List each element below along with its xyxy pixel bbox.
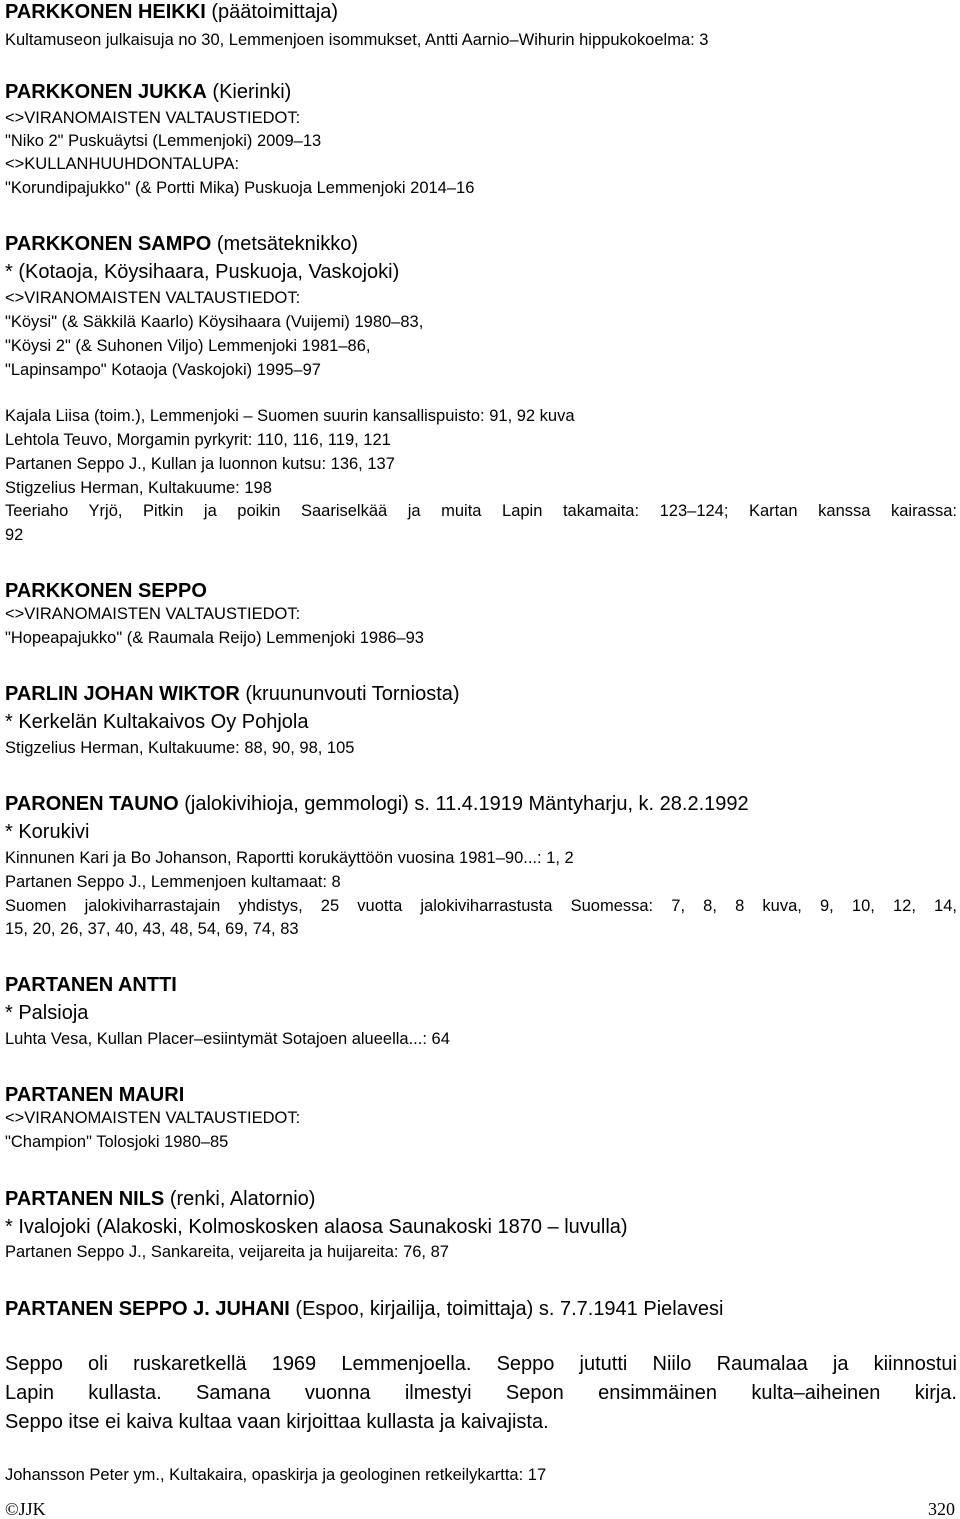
entry-line: <>VIRANOMAISTEN VALTAUSTIEDOT:	[5, 605, 301, 623]
entry-line: * Ivalojoki (Alakoski, Kolmoskosken alaosa Saunakoski 1870 – luvulla)	[5, 1216, 628, 1238]
entry-line: "Lapinsampo" Kotaoja (Vaskojoki) 1995–97	[5, 361, 321, 379]
entry-heading: PARKKONEN JUKKA (Kierinki)	[5, 81, 292, 103]
entry-heading: PARKKONEN HEIKKI (päätoimittaja)	[5, 1, 339, 23]
entry-heading: PARONEN TAUNO (jalokivihioja, gemmologi) s. 11.4.1919 Mäntyharju, k. 28.2.1992	[5, 793, 749, 815]
bio-paragraph-line: Seppo oli ruskaretkellä 1969 Lemmenjoella. Seppo jututti Niilo Raumalaa ja kiinnostui	[5, 1353, 957, 1375]
entry-line: Kultamuseon julkaisuja no 30, Lemmenjoen isommukset, Antti Aarnio–Wihurin hippukokoelma: 3	[5, 31, 709, 49]
page-number: 320	[928, 1499, 955, 1519]
entry-line: * Korukivi	[5, 821, 90, 843]
reference-line: Kinnunen Kari ja Bo Johanson, Raportti korukäyttöön vuosina 1981–90...: 1, 2	[5, 849, 574, 867]
reference-line: Johansson Peter ym., Kultakaira, opaskirja ja geologinen retkeilykartta: 17	[5, 1466, 547, 1484]
entry-heading: PARKKONEN SEPPO	[5, 580, 207, 602]
entry-heading: PARLIN JOHAN WIKTOR (kruununvouti Torniosta)	[5, 683, 460, 705]
reference-line: Kajala Liisa (toim.), Lemmenjoki – Suomen suurin kansallispuisto: 91, 92 kuva	[5, 407, 575, 425]
entry-line: "Champion" Tolosjoki 1980–85	[5, 1133, 229, 1151]
entry-heading: PARKKONEN SAMPO (metsäteknikko)	[5, 233, 359, 255]
bio-paragraph-line: Lapin kullasta. Samana vuonna ilmestyi Sepon ensimmäinen kulta–aiheinen kirja.	[5, 1382, 957, 1404]
bio-paragraph-line: Seppo itse ei kaiva kultaa vaan kirjoittaa kullasta ja kaivajista.	[5, 1411, 549, 1433]
entry-heading: PARTANEN ANTTI	[5, 974, 177, 996]
reference-line: 15, 20, 26, 37, 40, 43, 48, 54, 69, 74, 83	[5, 920, 299, 938]
reference-line: Suomen jalokiviharrastajain yhdistys, 25 vuotta jalokiviharrastusta Suomessa: 7, 8, 8 kuva, 9, 10, 12, 14,	[5, 897, 957, 915]
entry-line: "Köysi 2" (& Suhonen Viljo) Lemmenjoki 1981–86,	[5, 337, 371, 355]
reference-line: Teeriaho Yrjö, Pitkin ja poikin Saariselkää ja muita Lapin takamaita: 123–124; Kartan kanssa kairassa:	[5, 502, 957, 520]
reference-line: 92	[5, 526, 24, 544]
reference-line: Partanen Seppo J., Sankareita, veijareita ja huijareita: 76, 87	[5, 1243, 449, 1261]
entry-line: <>VIRANOMAISTEN VALTAUSTIEDOT:	[5, 289, 301, 307]
entry-heading: PARTANEN NILS (renki, Alatornio)	[5, 1188, 316, 1210]
reference-line: Partanen Seppo J., Lemmenjoen kultamaat: 8	[5, 873, 341, 891]
entry-line: "Korundipajukko" (& Portti Mika) Puskuoja Lemmenjoki 2014–16	[5, 179, 475, 197]
entry-line: * Kerkelän Kultakaivos Oy Pohjola	[5, 711, 309, 733]
entry-line: <>VIRANOMAISTEN VALTAUSTIEDOT:	[5, 1109, 301, 1127]
copyright-footer: ©JJK	[5, 1499, 46, 1519]
entry-line: <>VIRANOMAISTEN VALTAUSTIEDOT:	[5, 109, 301, 127]
reference-line: Stigzelius Herman, Kultakuume: 88, 90, 98, 105	[5, 739, 355, 757]
entry-line: * Palsioja	[5, 1002, 89, 1024]
entry-line: * (Kotaoja, Köysihaara, Puskuoja, Vaskojoki)	[5, 261, 400, 283]
entry-heading: PARTANEN SEPPO J. JUHANI (Espoo, kirjailija, toimittaja) s. 7.7.1941 Pielavesi	[5, 1298, 724, 1320]
reference-line: Stigzelius Herman, Kultakuume: 198	[5, 479, 272, 497]
entry-line: <>KULLANHUUHDONTALUPA:	[5, 155, 240, 173]
reference-line: Lehtola Teuvo, Morgamin pyrkyrit: 110, 116, 119, 121	[5, 431, 391, 449]
reference-line: Luhta Vesa, Kullan Placer–esiintymät Sotajoen alueella...: 64	[5, 1030, 450, 1048]
entry-line: "Köysi" (& Säkkilä Kaarlo) Köysihaara (Vuijemi) 1980–83,	[5, 313, 424, 331]
entry-heading: PARTANEN MAURI	[5, 1084, 185, 1106]
entry-line: "Niko 2" Puskuäytsi (Lemmenjoki) 2009–13	[5, 132, 322, 150]
entry-line: "Hopeapajukko" (& Raumala Reijo) Lemmenjoki 1986–93	[5, 629, 424, 647]
reference-line: Partanen Seppo J., Kullan ja luonnon kutsu: 136, 137	[5, 455, 395, 473]
